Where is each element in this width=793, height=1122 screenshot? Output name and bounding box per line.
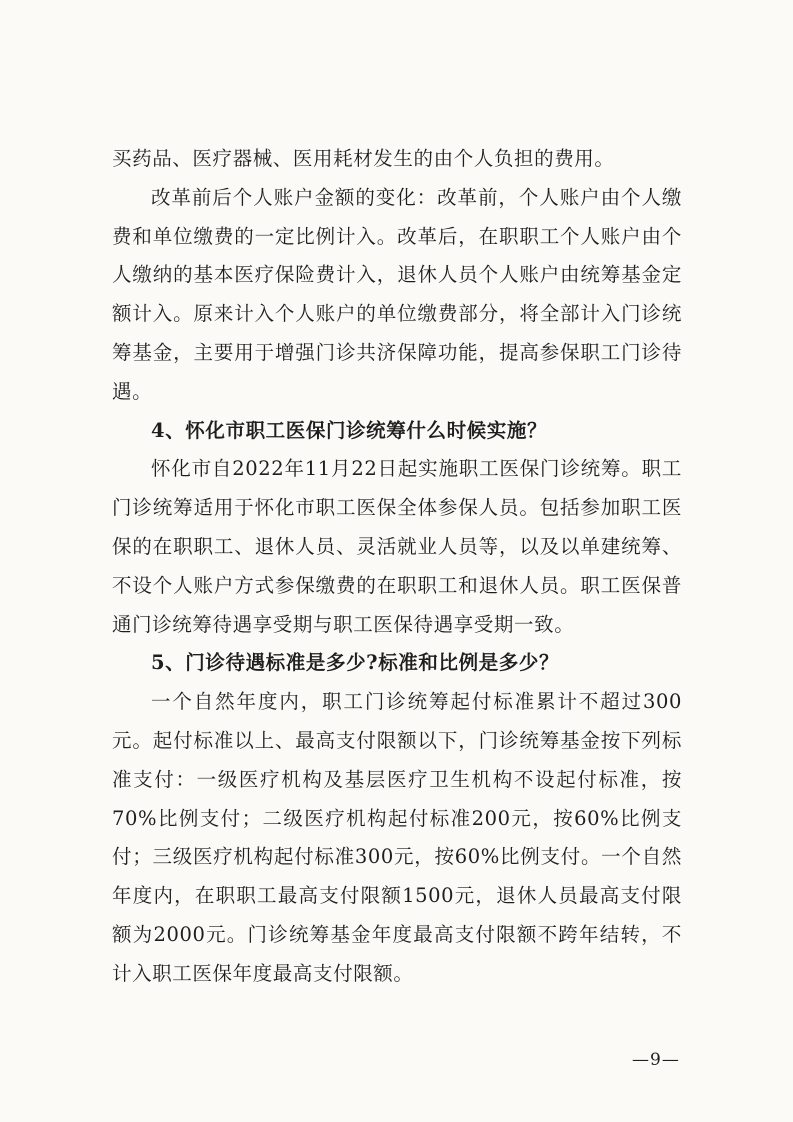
page-number: —9— — [632, 1050, 680, 1070]
paragraph-account-change: 改革前后个人账户金额的变化：改革前，个人账户由个人缴费和单位缴费的一定比例计入。改革后，在职职工个人账户由个人缴纳的基本医疗保险费计入，退休人员个人账户由统筹基金定额计入。原来计入个人账户的单位缴费部分，将全部计入门诊统筹基金，主要用于增强门诊共济保障功能，提高参保职工门诊待遇。 — [112, 185, 682, 403]
paragraph-continuation: 买药品、医疗器械、医用耗材发生的由个人负担的费用。 — [112, 147, 615, 170]
body-text — [112, 140, 682, 994]
paragraph-standards: 一个自然年度内，职工门诊统筹起付标准累计不超过300元。起付标准以上、最高支付限额以下，门诊统筹基金按下列标准支付：一级医疗机构及基层医疗卫生机构不设起付标准，按70%比例支付；二级医疗机构起付标准200元，按60%比例支付；三级医疗机构起付标准300元，按60%比例支付。一个自然年度内，在职职工最高支付限额1500元，退休人员最高支付限额为2000元。门诊统筹基金年度最高支付限额不跨年结转，不计入职工医保年度最高支付限额。 — [112, 690, 682, 985]
heading-question-5: 5、门诊待遇标准是多少?标准和比例是多少？ — [151, 651, 560, 675]
heading-question-4: 4、怀化市职工医保门诊统筹什么时候实施？ — [151, 418, 548, 442]
paragraph-implementation: 怀化市自2022年11月22日起实施职工医保门诊统筹。职工门诊统筹适用于怀化市职工医保全体参保人员。包括参加职工医保的在职职工、退休人员、灵活就业人员等，以及以单建统筹、不设个人账户方式参保缴费的在职职工和退休人员。职工医保普通门诊统筹待遇享受期与职工医保待遇享受期一致。 — [112, 457, 682, 636]
